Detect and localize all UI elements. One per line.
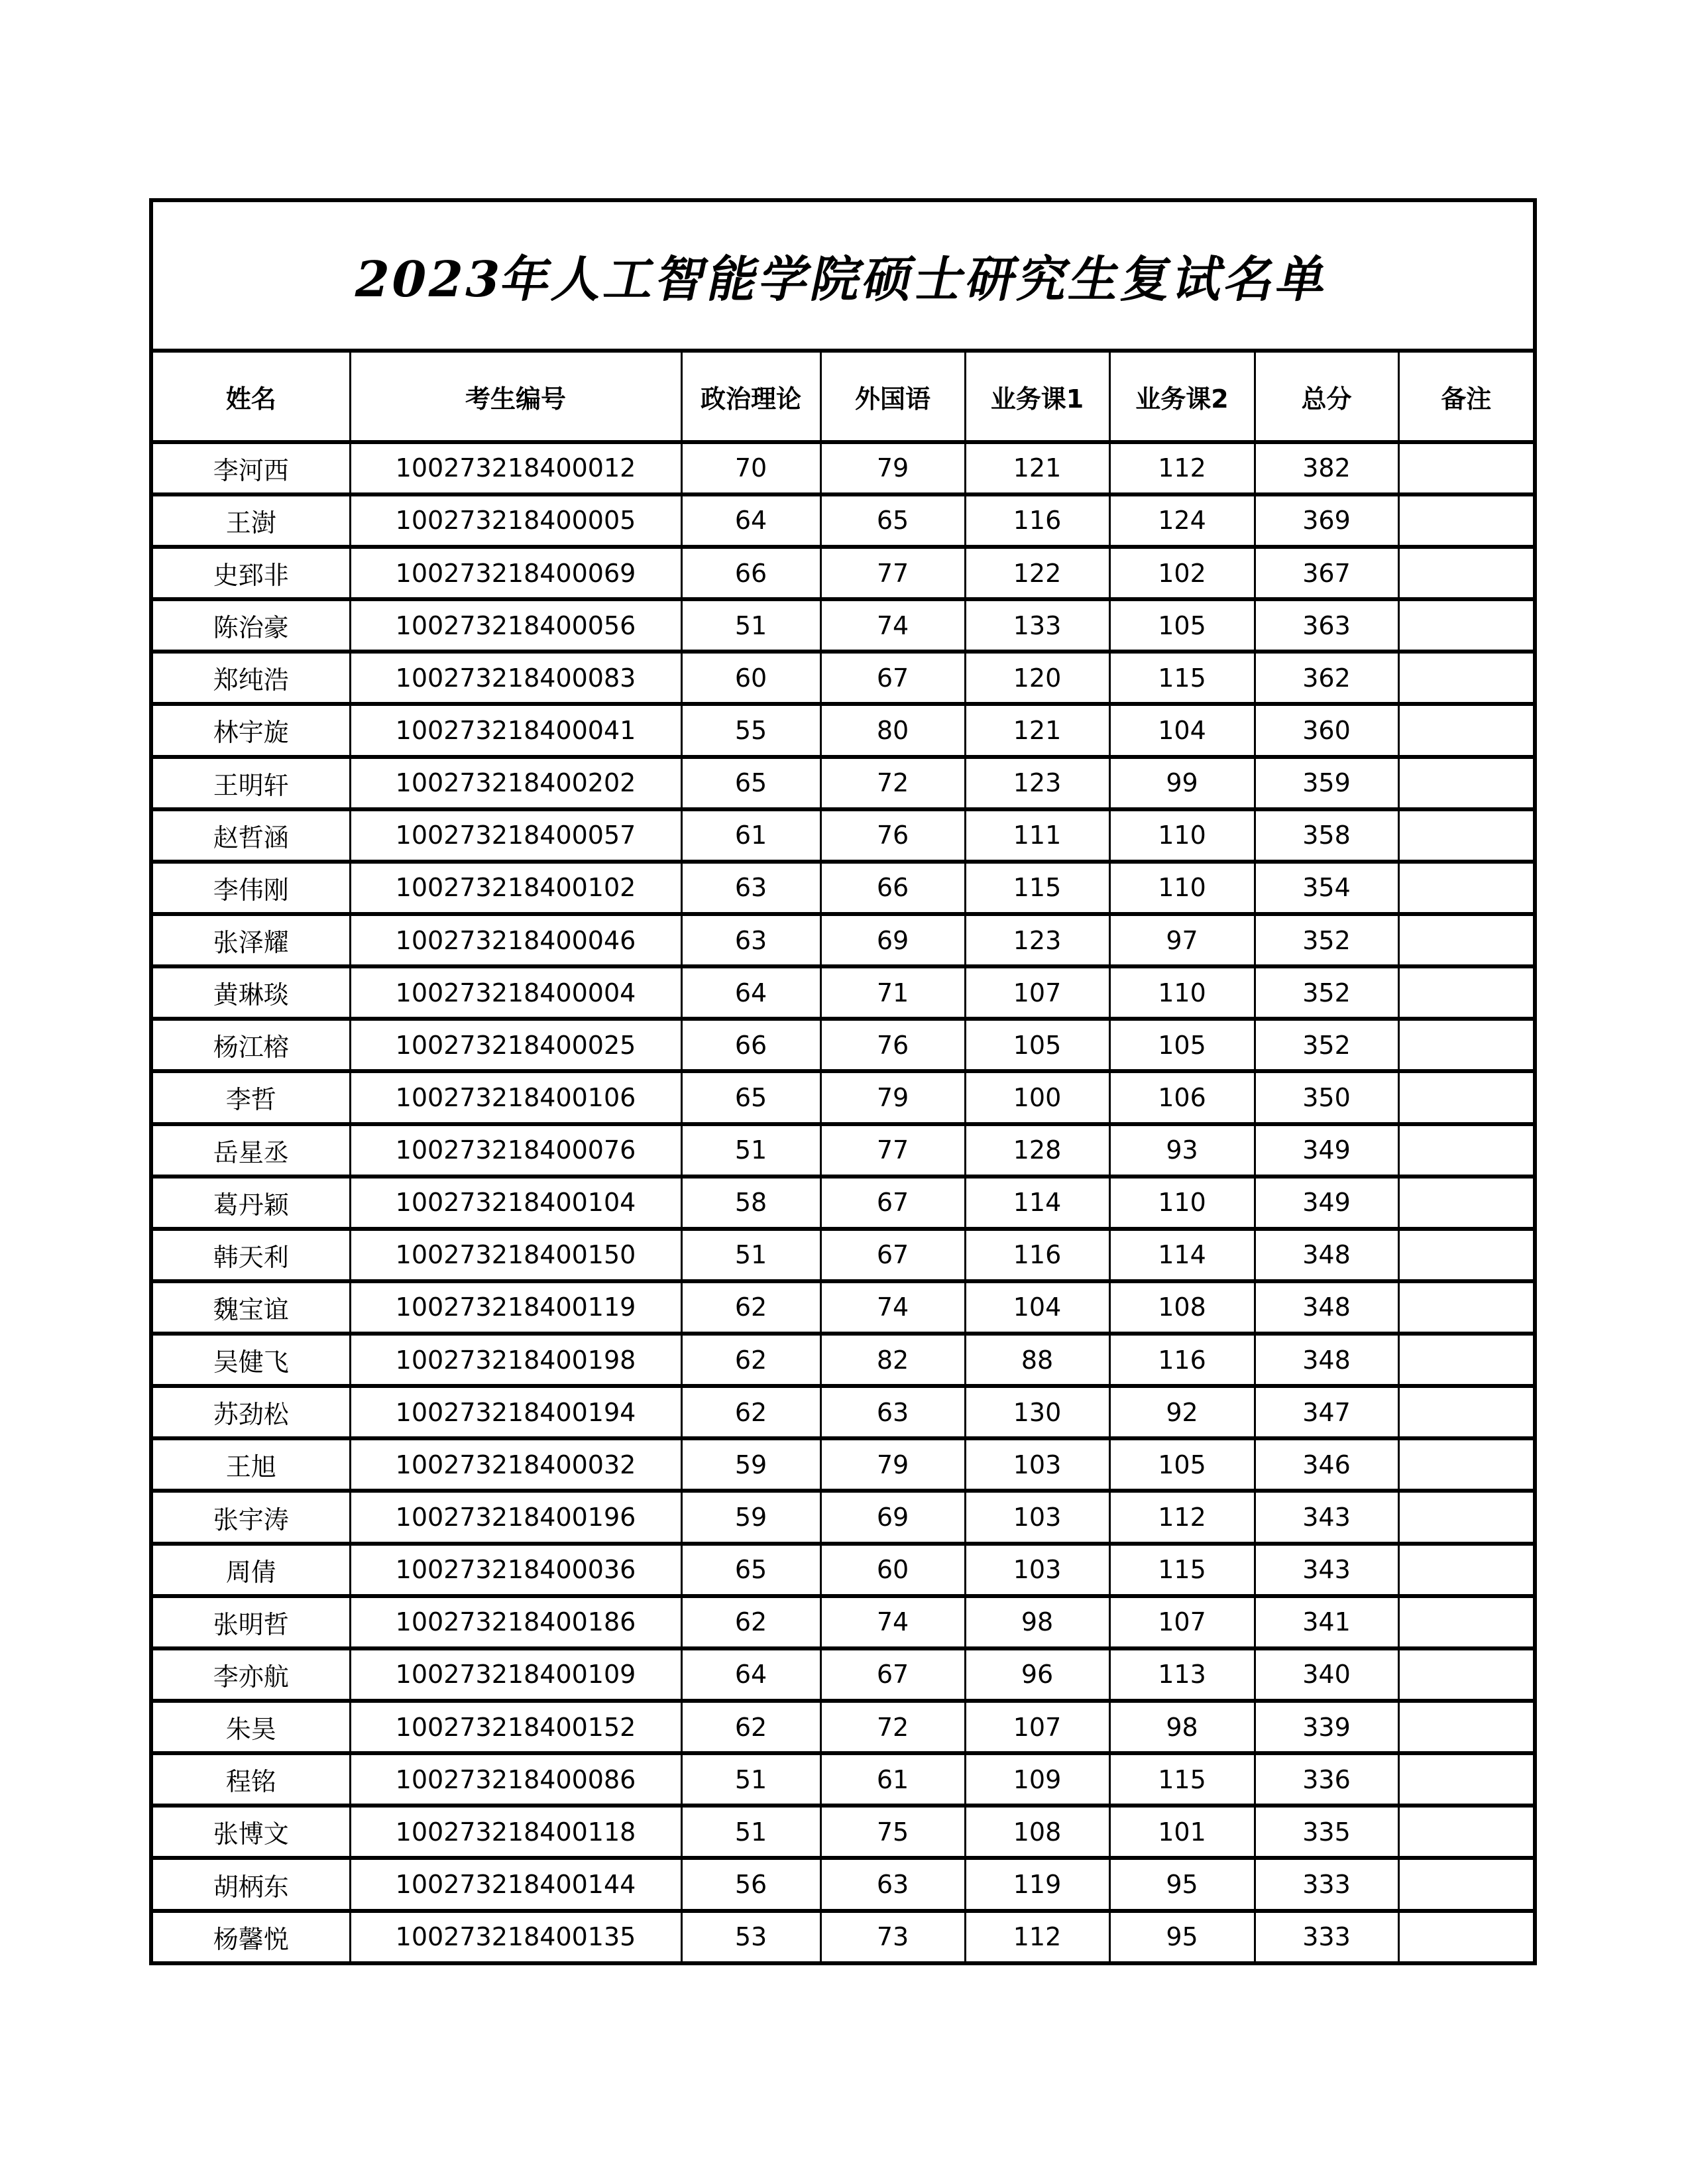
cell-foreign-language: 74 [820, 599, 965, 652]
cell-name: 李亦航 [151, 1648, 350, 1701]
cell-name: 史郅非 [151, 547, 350, 599]
cell-name: 葛丹颖 [151, 1177, 350, 1229]
cell-candidate-id: 100273218400106 [350, 1071, 681, 1123]
cell-remark [1398, 704, 1535, 756]
cell-politics: 59 [681, 1491, 820, 1543]
cell-name: 周倩 [151, 1544, 350, 1596]
cell-foreign-language: 67 [820, 652, 965, 704]
cell-course2: 115 [1109, 1544, 1255, 1596]
table-header-row [151, 351, 1535, 441]
cell-candidate-id: 100273218400005 [350, 494, 681, 547]
cell-course1: 88 [965, 1334, 1109, 1386]
table-row [151, 442, 1535, 494]
cell-course2: 105 [1109, 1019, 1255, 1071]
cell-name: 王澍 [151, 494, 350, 547]
cell-total-score: 369 [1255, 494, 1398, 547]
cell-remark [1398, 1596, 1535, 1648]
cell-foreign-language: 72 [820, 757, 965, 809]
cell-politics: 62 [681, 1281, 820, 1334]
cell-remark [1398, 547, 1535, 599]
header-politics: 政治理论 [681, 351, 820, 441]
cell-candidate-id: 100273218400046 [350, 914, 681, 966]
cell-total-score: 352 [1255, 914, 1398, 966]
cell-politics: 58 [681, 1177, 820, 1229]
cell-name: 赵哲涵 [151, 809, 350, 862]
cell-foreign-language: 63 [820, 1858, 965, 1910]
cell-name: 王旭 [151, 1438, 350, 1491]
table-row [151, 1911, 1535, 1963]
cell-foreign-language: 67 [820, 1229, 965, 1281]
cell-foreign-language: 79 [820, 1438, 965, 1491]
cell-name: 朱昊 [151, 1701, 350, 1753]
cell-name: 李哲 [151, 1071, 350, 1123]
cell-course1: 120 [965, 652, 1109, 704]
cell-course1: 104 [965, 1281, 1109, 1334]
table-row [151, 1858, 1535, 1910]
cell-course2: 115 [1109, 652, 1255, 704]
cell-politics: 51 [681, 1753, 820, 1806]
table-row [151, 1334, 1535, 1386]
cell-name: 杨馨悦 [151, 1911, 350, 1963]
cell-politics: 64 [681, 966, 820, 1019]
cell-course1: 119 [965, 1858, 1109, 1910]
cell-remark [1398, 652, 1535, 704]
cell-politics: 66 [681, 1019, 820, 1071]
cell-candidate-id: 100273218400109 [350, 1648, 681, 1701]
cell-remark [1398, 1701, 1535, 1753]
cell-total-score: 352 [1255, 966, 1398, 1019]
cell-name: 岳星丞 [151, 1124, 350, 1177]
cell-name: 黄琳琰 [151, 966, 350, 1019]
header-course2: 业务课2 [1109, 351, 1255, 441]
cell-politics: 51 [681, 1124, 820, 1177]
cell-candidate-id: 100273218400144 [350, 1858, 681, 1910]
cell-total-score: 360 [1255, 704, 1398, 756]
cell-foreign-language: 80 [820, 704, 965, 756]
cell-foreign-language: 67 [820, 1177, 965, 1229]
cell-course1: 114 [965, 1177, 1109, 1229]
cell-politics: 51 [681, 1229, 820, 1281]
cell-total-score: 349 [1255, 1124, 1398, 1177]
cell-politics: 62 [681, 1386, 820, 1438]
table-row [151, 914, 1535, 966]
header-total-score: 总分 [1255, 351, 1398, 441]
cell-total-score: 339 [1255, 1701, 1398, 1753]
cell-remark [1398, 1071, 1535, 1123]
cell-politics: 62 [681, 1596, 820, 1648]
cell-total-score: 336 [1255, 1753, 1398, 1806]
table-row [151, 1806, 1535, 1858]
table-row [151, 757, 1535, 809]
cell-candidate-id: 100273218400104 [350, 1177, 681, 1229]
cell-foreign-language: 82 [820, 1334, 965, 1386]
cell-name: 魏宝谊 [151, 1281, 350, 1334]
table-row [151, 1701, 1535, 1753]
cell-course2: 113 [1109, 1648, 1255, 1701]
header-name: 姓名 [151, 351, 350, 441]
table-row [151, 547, 1535, 599]
cell-politics: 59 [681, 1438, 820, 1491]
cell-course2: 106 [1109, 1071, 1255, 1123]
cell-total-score: 348 [1255, 1229, 1398, 1281]
cell-politics: 51 [681, 599, 820, 652]
cell-total-score: 359 [1255, 757, 1398, 809]
cell-course2: 112 [1109, 442, 1255, 494]
cell-course2: 95 [1109, 1858, 1255, 1910]
cell-total-score: 348 [1255, 1281, 1398, 1334]
cell-course2: 104 [1109, 704, 1255, 756]
cell-course2: 110 [1109, 809, 1255, 862]
cell-candidate-id: 100273218400202 [350, 757, 681, 809]
cell-foreign-language: 74 [820, 1596, 965, 1648]
cell-candidate-id: 100273218400004 [350, 966, 681, 1019]
cell-course2: 110 [1109, 1177, 1255, 1229]
cell-course1: 122 [965, 547, 1109, 599]
table-row [151, 599, 1535, 652]
header-foreign-language: 外国语 [820, 351, 965, 441]
cell-remark [1398, 1438, 1535, 1491]
cell-candidate-id: 100273218400186 [350, 1596, 681, 1648]
cell-remark [1398, 1386, 1535, 1438]
cell-course1: 108 [965, 1806, 1109, 1858]
cell-course1: 123 [965, 914, 1109, 966]
cell-course2: 114 [1109, 1229, 1255, 1281]
table-row [151, 1596, 1535, 1648]
cell-remark [1398, 809, 1535, 862]
cell-course2: 115 [1109, 1753, 1255, 1806]
cell-candidate-id: 100273218400152 [350, 1701, 681, 1753]
cell-name: 韩天利 [151, 1229, 350, 1281]
cell-course2: 95 [1109, 1911, 1255, 1963]
table-row [151, 652, 1535, 704]
cell-course1: 121 [965, 442, 1109, 494]
cell-total-score: 340 [1255, 1648, 1398, 1701]
cell-remark [1398, 1858, 1535, 1910]
table-row [151, 1544, 1535, 1596]
cell-politics: 63 [681, 862, 820, 914]
cell-total-score: 367 [1255, 547, 1398, 599]
table-row [151, 966, 1535, 1019]
cell-total-score: 335 [1255, 1806, 1398, 1858]
cell-candidate-id: 100273218400076 [350, 1124, 681, 1177]
cell-candidate-id: 100273218400057 [350, 809, 681, 862]
cell-candidate-id: 100273218400036 [350, 1544, 681, 1596]
cell-name: 吴健飞 [151, 1334, 350, 1386]
cell-total-score: 346 [1255, 1438, 1398, 1491]
cell-total-score: 333 [1255, 1858, 1398, 1910]
cell-remark [1398, 1806, 1535, 1858]
cell-name: 苏劲松 [151, 1386, 350, 1438]
cell-total-score: 347 [1255, 1386, 1398, 1438]
cell-politics: 51 [681, 1806, 820, 1858]
cell-foreign-language: 76 [820, 809, 965, 862]
cell-total-score: 362 [1255, 652, 1398, 704]
cell-course2: 98 [1109, 1701, 1255, 1753]
table-row [151, 1438, 1535, 1491]
cell-course1: 116 [965, 1229, 1109, 1281]
cell-course1: 115 [965, 862, 1109, 914]
cell-politics: 63 [681, 914, 820, 966]
cell-politics: 60 [681, 652, 820, 704]
cell-course1: 116 [965, 494, 1109, 547]
cell-remark [1398, 862, 1535, 914]
cell-remark [1398, 966, 1535, 1019]
cell-total-score: 333 [1255, 1911, 1398, 1963]
cell-name: 胡柄东 [151, 1858, 350, 1910]
cell-candidate-id: 100273218400150 [350, 1229, 681, 1281]
cell-candidate-id: 100273218400032 [350, 1438, 681, 1491]
cell-name: 陈治豪 [151, 599, 350, 652]
cell-foreign-language: 75 [820, 1806, 965, 1858]
cell-remark [1398, 494, 1535, 547]
cell-total-score: 354 [1255, 862, 1398, 914]
cell-foreign-language: 77 [820, 1124, 965, 1177]
cell-course2: 105 [1109, 1438, 1255, 1491]
cell-remark [1398, 1753, 1535, 1806]
cell-total-score: 349 [1255, 1177, 1398, 1229]
cell-foreign-language: 66 [820, 862, 965, 914]
cell-course2: 105 [1109, 599, 1255, 652]
cell-remark [1398, 914, 1535, 966]
header-candidate-id: 考生编号 [350, 351, 681, 441]
cell-foreign-language: 79 [820, 442, 965, 494]
cell-name: 张明哲 [151, 1596, 350, 1648]
cell-course1: 96 [965, 1648, 1109, 1701]
cell-candidate-id: 100273218400135 [350, 1911, 681, 1963]
cell-remark [1398, 1229, 1535, 1281]
cell-total-score: 352 [1255, 1019, 1398, 1071]
cell-politics: 62 [681, 1334, 820, 1386]
cell-course2: 97 [1109, 914, 1255, 966]
cell-politics: 56 [681, 1858, 820, 1910]
cell-candidate-id: 100273218400198 [350, 1334, 681, 1386]
cell-politics: 65 [681, 1544, 820, 1596]
cell-name: 杨江榕 [151, 1019, 350, 1071]
table-row [151, 1281, 1535, 1334]
cell-candidate-id: 100273218400056 [350, 599, 681, 652]
cell-foreign-language: 74 [820, 1281, 965, 1334]
cell-candidate-id: 100273218400119 [350, 1281, 681, 1334]
table-row [151, 1229, 1535, 1281]
cell-course2: 110 [1109, 966, 1255, 1019]
cell-foreign-language: 77 [820, 547, 965, 599]
cell-politics: 64 [681, 1648, 820, 1701]
cell-course1: 133 [965, 599, 1109, 652]
cell-politics: 70 [681, 442, 820, 494]
cell-total-score: 343 [1255, 1491, 1398, 1543]
cell-candidate-id: 100273218400041 [350, 704, 681, 756]
cell-course1: 111 [965, 809, 1109, 862]
table-row [151, 1753, 1535, 1806]
cell-course1: 100 [965, 1071, 1109, 1123]
cell-politics: 65 [681, 757, 820, 809]
cell-candidate-id: 100273218400102 [350, 862, 681, 914]
cell-course2: 108 [1109, 1281, 1255, 1334]
cell-name: 李河西 [151, 442, 350, 494]
cell-name: 李伟刚 [151, 862, 350, 914]
header-course1: 业务课1 [965, 351, 1109, 441]
cell-course2: 99 [1109, 757, 1255, 809]
cell-name: 张博文 [151, 1806, 350, 1858]
cell-politics: 65 [681, 1071, 820, 1123]
table-row [151, 1177, 1535, 1229]
cell-course2: 93 [1109, 1124, 1255, 1177]
cell-politics: 64 [681, 494, 820, 547]
cell-course1: 121 [965, 704, 1109, 756]
cell-foreign-language: 60 [820, 1544, 965, 1596]
cell-foreign-language: 71 [820, 966, 965, 1019]
cell-course1: 103 [965, 1544, 1109, 1596]
cell-foreign-language: 61 [820, 1753, 965, 1806]
cell-politics: 62 [681, 1701, 820, 1753]
cell-course1: 107 [965, 1701, 1109, 1753]
table-row [151, 1386, 1535, 1438]
cell-remark [1398, 1281, 1535, 1334]
cell-course2: 124 [1109, 494, 1255, 547]
cell-candidate-id: 100273218400086 [350, 1753, 681, 1806]
admission-list-table [149, 198, 1537, 1965]
page-title: 2023年人工智能学院硕士研究生复试名单 [349, 251, 1335, 308]
cell-remark [1398, 1911, 1535, 1963]
cell-foreign-language: 72 [820, 1701, 965, 1753]
cell-total-score: 341 [1255, 1596, 1398, 1648]
cell-politics: 66 [681, 547, 820, 599]
table-row [151, 862, 1535, 914]
table-row [151, 1124, 1535, 1177]
cell-remark [1398, 1019, 1535, 1071]
cell-foreign-language: 67 [820, 1648, 965, 1701]
cell-course1: 105 [965, 1019, 1109, 1071]
cell-candidate-id: 100273218400118 [350, 1806, 681, 1858]
cell-total-score: 348 [1255, 1334, 1398, 1386]
table-row [151, 1648, 1535, 1701]
cell-course2: 107 [1109, 1596, 1255, 1648]
cell-candidate-id: 100273218400194 [350, 1386, 681, 1438]
cell-course1: 103 [965, 1491, 1109, 1543]
title-cell [151, 200, 1535, 351]
cell-remark [1398, 1177, 1535, 1229]
cell-foreign-language: 73 [820, 1911, 965, 1963]
cell-total-score: 363 [1255, 599, 1398, 652]
cell-foreign-language: 63 [820, 1386, 965, 1438]
cell-course1: 128 [965, 1124, 1109, 1177]
cell-remark [1398, 1491, 1535, 1543]
cell-politics: 53 [681, 1911, 820, 1963]
table-row [151, 494, 1535, 547]
cell-course1: 107 [965, 966, 1109, 1019]
cell-candidate-id: 100273218400083 [350, 652, 681, 704]
cell-remark [1398, 1544, 1535, 1596]
cell-candidate-id: 100273218400069 [350, 547, 681, 599]
table-row [151, 1491, 1535, 1543]
cell-course1: 130 [965, 1386, 1109, 1438]
cell-remark [1398, 757, 1535, 809]
cell-politics: 61 [681, 809, 820, 862]
cell-candidate-id: 100273218400196 [350, 1491, 681, 1543]
cell-total-score: 350 [1255, 1071, 1398, 1123]
table-row [151, 1071, 1535, 1123]
cell-name: 郑纯浩 [151, 652, 350, 704]
cell-name: 张宇涛 [151, 1491, 350, 1543]
cell-total-score: 382 [1255, 442, 1398, 494]
cell-course2: 110 [1109, 862, 1255, 914]
cell-remark [1398, 1648, 1535, 1701]
cell-foreign-language: 69 [820, 914, 965, 966]
cell-name: 张泽耀 [151, 914, 350, 966]
table-row [151, 1019, 1535, 1071]
cell-candidate-id: 100273218400012 [350, 442, 681, 494]
cell-name: 王明轩 [151, 757, 350, 809]
cell-course1: 123 [965, 757, 1109, 809]
cell-course1: 112 [965, 1911, 1109, 1963]
cell-candidate-id: 100273218400025 [350, 1019, 681, 1071]
cell-foreign-language: 69 [820, 1491, 965, 1543]
cell-course2: 112 [1109, 1491, 1255, 1543]
title-row [151, 200, 1535, 351]
cell-foreign-language: 79 [820, 1071, 965, 1123]
cell-remark [1398, 1334, 1535, 1386]
cell-course1: 109 [965, 1753, 1109, 1806]
table-row [151, 704, 1535, 756]
cell-course2: 102 [1109, 547, 1255, 599]
cell-total-score: 358 [1255, 809, 1398, 862]
cell-course1: 103 [965, 1438, 1109, 1491]
cell-course2: 92 [1109, 1386, 1255, 1438]
cell-remark [1398, 599, 1535, 652]
cell-total-score: 343 [1255, 1544, 1398, 1596]
cell-name: 林宇旋 [151, 704, 350, 756]
cell-remark [1398, 442, 1535, 494]
cell-name: 程铭 [151, 1753, 350, 1806]
header-remark: 备注 [1398, 351, 1535, 441]
table-row [151, 809, 1535, 862]
cell-course2: 101 [1109, 1806, 1255, 1858]
cell-course1: 98 [965, 1596, 1109, 1648]
cell-politics: 55 [681, 704, 820, 756]
cell-remark [1398, 1124, 1535, 1177]
cell-foreign-language: 76 [820, 1019, 965, 1071]
cell-foreign-language: 65 [820, 494, 965, 547]
cell-course2: 116 [1109, 1334, 1255, 1386]
